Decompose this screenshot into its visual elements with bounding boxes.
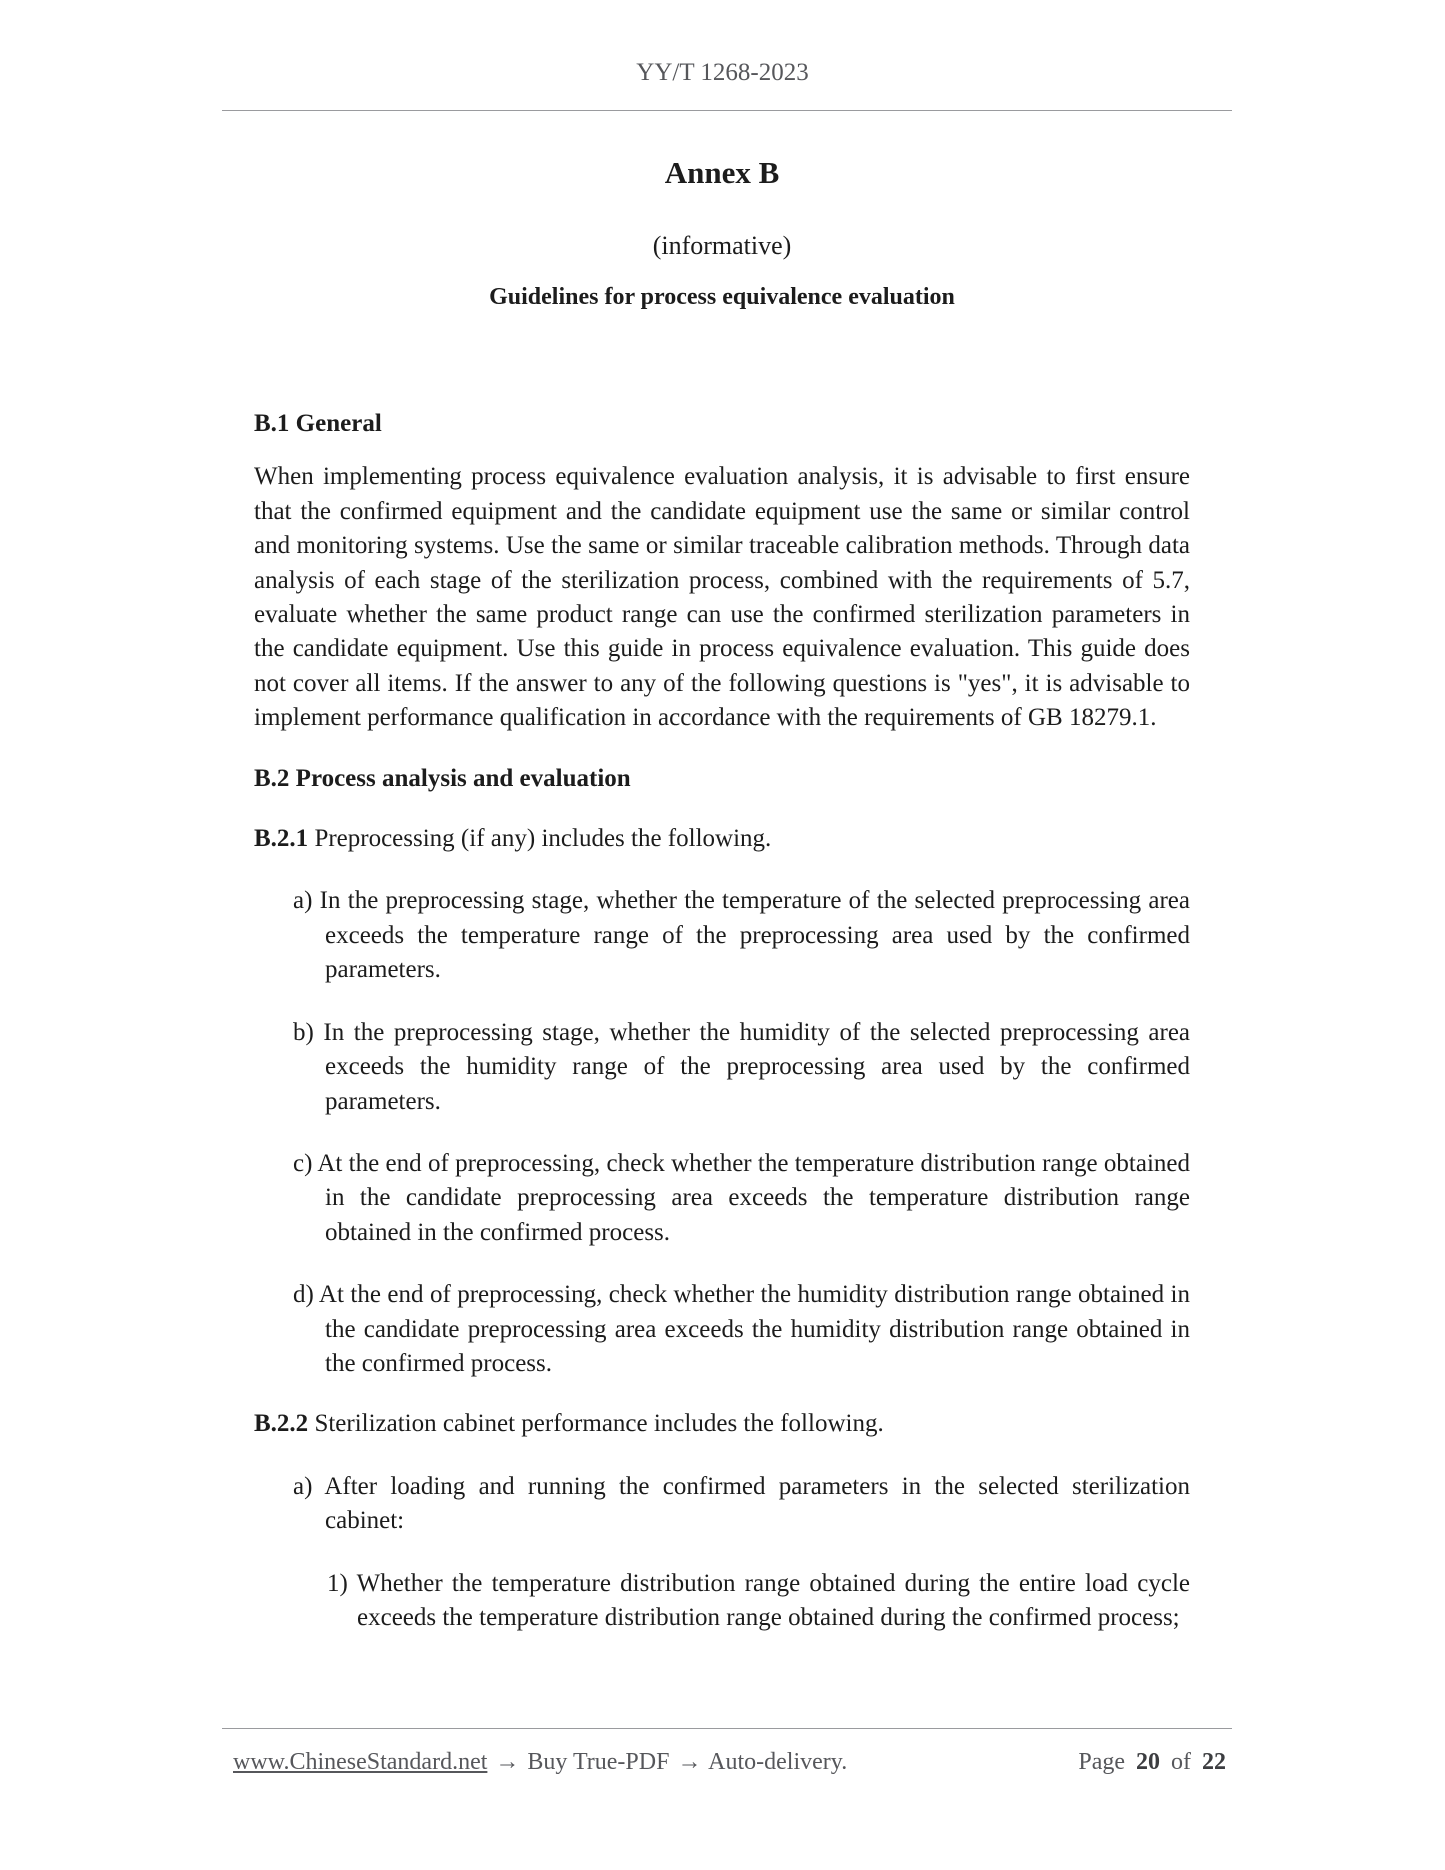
footer-delivery-text: Auto-delivery.: [708, 1749, 848, 1775]
clause-b21-intro: Preprocessing (if any) includes the following.: [314, 825, 772, 853]
footer-source-line: [233, 1746, 847, 1778]
list-marker-b21-d: d): [293, 1281, 314, 1309]
list-item-b21-c: [254, 1147, 1190, 1250]
clause-b21: [254, 822, 1190, 856]
list-text-b21-d: At the end of preprocessing, check whether the humidity distribution range obtained in the candidate preprocessing area exceeds the humidity distribution range obtained in the confirmed process.: [318, 1281, 1190, 1377]
header-rule: [222, 110, 1232, 111]
doc-number: YY/T 1268-2023: [636, 59, 809, 86]
annex-informative-label: (informative): [652, 231, 792, 260]
list-marker-b22-a-1: 1): [327, 1569, 348, 1597]
list-marker-b21-a: a): [293, 887, 313, 915]
page-of-label: of: [1171, 1749, 1191, 1775]
list-item-b22-a-1: [254, 1567, 1190, 1636]
arrow-right-icon: →: [677, 1749, 702, 1775]
annex-subtitle: Guidelines for process equivalence evaluation: [489, 284, 955, 310]
clause-b22: [254, 1407, 1190, 1441]
list-text-b21-a: In the preprocessing stage, whether the temperature of the selected preprocessing area exceeds the temperature range of the preprocessing area used by the confirmed parameters.: [319, 887, 1190, 984]
page-total: 22: [1202, 1749, 1226, 1775]
clause-b22-label: B.2.2: [254, 1410, 309, 1438]
footer-rule: [222, 1728, 1232, 1729]
page-indicator: [1073, 1746, 1226, 1778]
footer-buy-text: Buy True-PDF: [527, 1749, 670, 1775]
annex-title: Annex B: [664, 155, 780, 190]
page-footer: [222, 1728, 1232, 1778]
section-b2-heading: B.2 Process analysis and evaluation: [254, 764, 631, 792]
section-b1-heading: B.1 General: [254, 410, 382, 437]
list-text-b22-a-1: Whether the temperature distribution range obtained during the entire load cycle exceeds the temperature distribution range obtained during the confirmed process;: [356, 1569, 1190, 1631]
clause-b22-intro: Sterilization cabinet performance includes the following.: [314, 1410, 884, 1438]
arrow-right-icon: →: [495, 1749, 520, 1775]
list-marker-b21-c: c): [293, 1149, 313, 1177]
list-marker-b22-a: a): [293, 1472, 313, 1500]
page-current: 20: [1136, 1749, 1160, 1775]
list-item-b21-d: [254, 1278, 1190, 1381]
list-text-b21-c: At the end of preprocessing, check whether the temperature distribution range obtained in the candidate preprocessing area exceeds the temperature distribution range obtained in the confirmed process.: [317, 1149, 1190, 1246]
list-item-b22-a: [254, 1470, 1190, 1539]
page-content: [0, 153, 1445, 1635]
clause-b21-label: B.2.1: [254, 825, 309, 853]
page-label: Page: [1078, 1749, 1125, 1775]
list-text-b22-a: After loading and running the confirmed parameters in the selected sterilization cabinet:: [324, 1472, 1190, 1535]
list-item-b21-b: [254, 1016, 1190, 1119]
list-marker-b21-b: b): [293, 1018, 314, 1046]
site-link[interactable]: www.ChineseStandard.net: [233, 1749, 488, 1775]
running-header: [0, 0, 1445, 111]
list-item-b21-a: [254, 884, 1190, 987]
list-text-b21-b: In the preprocessing stage, whether the humidity of the selected preprocessing area exceeds the humidity range of the preprocessing area used by the confirmed parameters.: [323, 1018, 1191, 1115]
section-b1-paragraph: When implementing process equivalence evaluation analysis, it is advisable to first ensure that the confirmed equipment and the candidate equipment use the same or similar control and monitoring systems. Use the same or similar traceable calibration methods. Through data analysis of each stage of the sterilization process, combined with the requirements of 5.7, evaluate whether the same product range can use the confirmed sterilization parameters in the candidate equipment. Use this guide in process equivalence evaluation. This guide does not cover all items. If the answer to any of the following questions is "yes", it is advisable to implement performance qualification in accordance with the requirements of GB 18279.1.: [254, 463, 1190, 732]
